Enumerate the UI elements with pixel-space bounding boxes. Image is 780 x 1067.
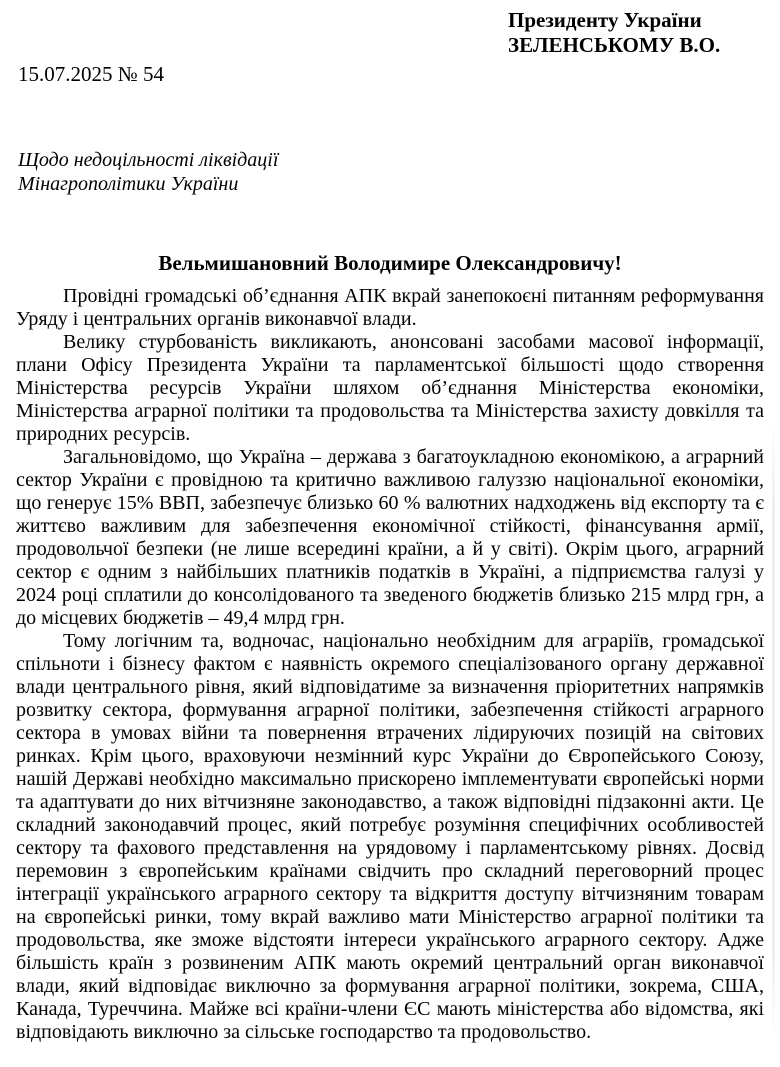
letter-body xyxy=(16,285,764,1044)
body-paragraph: Велику стурбованість викликають, анонсовані засобами масової інформації, плани Офісу Президента України та парламентської більшості щодо створення Міністерства ресурсів України шляхом об’єднання Міністерства економіки, Міністерства аграрної політики та продовольства та Міністерства захисту довкілля та природних ресурсів. xyxy=(16,331,764,445)
addressee-line-1: Президенту України xyxy=(508,8,702,32)
body-paragraph: Тому логічним та, водночас, національно необхідним для аграріїв, громадської спільноти і бізнесу фактом є наявність окремого спеціалізованого органу державної влади центрального рівня, який відповідатиме за визначення пріоритетних напрямків розвитку сектора, формування аграрної політики, забезпечення стійкості аграрного сектора в умовах війни та повернення втрачених лідируючих позицій на світових ринках. Крім цього, враховуючи незмінний курс України до Європейського Союзу, нашій Державі необхідно максимально прискорено імплементувати європейські норми та адаптувати до них вітчизняне законодавство, а також відповідні підзаконні акти. Це складний законодавчий процес, який потребує розуміння специфічних особливостей сектору та фахового представлення на урядовому і парламентському рівнях. Досвід перемовин з європейським країнами свідчить про складний переговорний процес інтеграції українського аграрного сектору та відкриття доступу вітчизняним товарам на європейські ринки, тому вкрай важливо мати Міністерство аграрної політики та продовольства, яке зможе відстояти інтереси українського аграрного сектору. Адже більшість країн з розвиненим АПК мають окремий центральний орган виконавчої влади, який відповідає виключно за формування аграрної політики, зокрема, США, Канада, Туреччина. Майже всі країни-члени ЄС мають міністерства або відомства, які відповідають виключно за сільське господарство та продовольство. xyxy=(16,630,764,1043)
addressee-line-2: ЗЕЛЕНСЬКОМУ В.О. xyxy=(508,33,721,57)
addressee-block xyxy=(508,8,720,58)
body-paragraph: Провідні громадські об’єднання АПК вкрай занепокоєні питанням реформування Уряду і центральних органів виконавчої влади. xyxy=(16,285,764,330)
body-paragraph: Загальновідомо, що Україна – держава з багатоукладною економікою, а аграрний сектор України є провідною та критично важливою галуззю національної економіки, що генерує 15% ВВП, забезпечує близько 60 % валютних надходжень від експорту та є життєво важливим для забезпечення економічної стійкості, фінансування армії, продовольчої безпеки (не лише всередині країни, а й у світі). Окрім цього, аграрний сектор є одним з найбільших платників податків в Україні, а підприємства галузі у 2024 році сплатили до консолідованого та зведеного бюджетів близько 215 млрд грн, а до місцевих бюджетів – 49,4 млрд грн. xyxy=(16,446,764,629)
reference-number: 15.07.2025 № 54 xyxy=(18,62,165,86)
subject-block xyxy=(18,148,278,196)
subject-line-1: Щодо недоцільності ліквідації xyxy=(18,149,279,171)
scan-shadow-artifact xyxy=(772,420,775,1040)
salutation: Вельмишановний Володимире Олександровичу! xyxy=(158,251,622,275)
subject-line-2: Мінагрополітики України xyxy=(18,173,239,195)
